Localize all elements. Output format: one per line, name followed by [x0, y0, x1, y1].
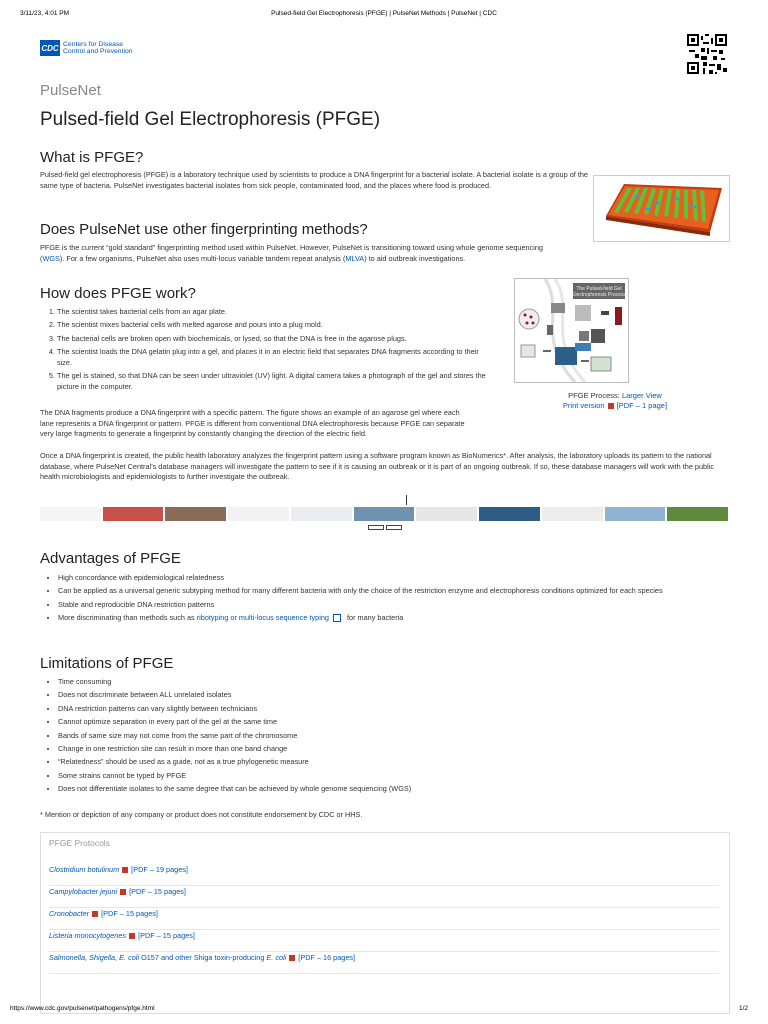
gel-image — [593, 175, 730, 242]
figure-pdf-link[interactable]: [PDF – 1 page] — [616, 401, 668, 410]
cdc-logo[interactable] — [40, 40, 133, 56]
protocol-row[interactable] — [49, 863, 719, 886]
protocol-name: Cronobacter — [49, 909, 90, 918]
carousel-strip — [40, 507, 728, 521]
advantage-text-end: for many bacteria — [344, 613, 404, 623]
other-text-part3: ) to aid outbreak investigations. — [364, 253, 466, 263]
pdf-icon — [129, 933, 135, 939]
carousel-slide[interactable] — [542, 507, 603, 521]
larger-view-link[interactable]: Larger View — [621, 391, 662, 400]
what-heading: What is PFGE? — [40, 149, 144, 166]
protocol-row[interactable] — [49, 929, 719, 952]
how-steps — [40, 307, 487, 395]
logo-line2: Control and Prevention — [63, 48, 133, 55]
pdf-icon — [608, 403, 614, 409]
caption-label: PFGE Process: — [568, 391, 622, 400]
carousel-slide[interactable] — [354, 507, 415, 521]
carousel-slide[interactable] — [291, 507, 352, 521]
other-text-part2: ). For a few organisms, PulseNet also uses multi-locus variable tandem repeat analysis ( — [59, 253, 346, 263]
protocol-name: Clostridium botulinum — [49, 865, 120, 874]
carousel-slide[interactable] — [103, 507, 164, 521]
protocol-row-empty — [49, 973, 719, 995]
figure-caption — [540, 391, 690, 411]
protocols-box — [40, 832, 730, 1014]
carousel-divider — [406, 495, 407, 505]
limitation-item: • Time consuming — [58, 677, 738, 688]
limitation-item: • “Relatedness” should be used as a guide, not as a true phylogenetic measure — [58, 757, 738, 768]
pdf-icon — [120, 889, 126, 895]
cdc-logo-text — [63, 41, 133, 55]
protocol-pdf-link[interactable]: [PDF – 15 pages] — [138, 931, 195, 940]
advantage-item: • Can be applied as a universal generic subtyping method for many different bacteria with only the choice of the restriction enzyme and electrophoresis conditions optimized for each species — [58, 586, 738, 597]
limitation-item: • Does not discriminate between ALL unrelated isolates — [58, 690, 738, 701]
wgs-link[interactable]: WGS — [42, 253, 60, 263]
limitations-heading: Limitations of PFGE — [40, 655, 174, 672]
carousel-slide[interactable] — [228, 507, 289, 521]
figure-title-line1: The Pulsed-field Gel — [576, 286, 622, 292]
pdf-icon — [289, 955, 295, 961]
carousel-slide[interactable] — [605, 507, 666, 521]
advantages-list — [40, 573, 738, 627]
carousel-prev-button[interactable] — [368, 525, 384, 530]
carousel-slide[interactable] — [40, 507, 101, 521]
limitation-item: • Does not differentiate isolates to the same degree that can be achieved by whole genome sequencing (WGS) — [58, 784, 738, 795]
pfge-process-figure[interactable] — [514, 278, 629, 383]
how-heading: How does PFGE work? — [40, 285, 196, 302]
pdf-icon — [92, 911, 98, 917]
limitation-item: • DNA restriction patterns can vary slightly between technicians — [58, 704, 738, 715]
how-paragraph-1: The DNA fragments produce a DNA fingerprint with a specific pattern. The figure shows an example of an agarose gel where each lane represents a DNA fingerprint or pattern. PFGE is different from conventional DNA electrophoresis because PFGE can separate very large fragments to generate a fingerprint by constantly changing the direction of the electric field. — [40, 408, 465, 439]
step-item: 4. The scientist loads the DNA gelatin plug into a gel, and places it in an electric field that separates DNA fragments according to their size. — [57, 347, 487, 368]
carousel-slide[interactable] — [416, 507, 477, 521]
limitation-item: • Change in one restriction site can result in more than one band change — [58, 744, 738, 755]
print-date: 3/11/23, 4:01 PM — [20, 10, 70, 17]
how-paragraph-2: Once a DNA fingerprint is created, the public health laboratory analyzes the fingerprint pattern using a software program known as BioNumerics*. After analysis, the laboratory uploads its pattern to the national database, where PulseNet Central’s database managers will investigate the pattern to see if it is causing an outbreak or it is part of an ongoing outbreak. If so, these database managers will work with the public health microbiologists and epidemiologists to further investigate the outbreak. — [40, 451, 714, 482]
figure-title-line2: Electrophoresis Process — [572, 292, 626, 298]
logo-line1: Centers for Disease — [63, 41, 124, 48]
protocol-pdf-link[interactable]: [PDF – 19 pages] — [131, 865, 188, 874]
what-text: Pulsed-field gel electrophoresis (PFGE) is a laboratory technique used by scientists to produce a DNA fingerprint for a bacterial isolate. A bacterial isolate is a group of the same type of bacteria. PulseNet investigates bacterial isolates from sick people, contaminated food, and the places where food is produced. — [40, 170, 588, 190]
protocol-pdf-link[interactable]: [PDF – 16 pages] — [298, 953, 356, 962]
pdf-icon — [122, 867, 128, 873]
protocols-heading: PFGE Protocols — [49, 838, 110, 848]
protocol-name-rest: O157 and other Shiga toxin-producing — [139, 953, 267, 962]
external-link-icon — [333, 614, 341, 622]
print-title: Pulsed-field Gel Electrophoresis (PFGE) | PulseNet Methods | PulseNet | CDC — [271, 10, 497, 17]
carousel-next-button[interactable] — [386, 525, 402, 530]
step-item: 1. The scientist takes bacterial cells from an agar plate. — [57, 307, 487, 318]
limitation-item: • Bands of same size may not come from the same part of the chromosome — [58, 731, 738, 742]
advantage-text: More discriminating than methods such as — [58, 613, 197, 623]
mlva-link[interactable]: MLVA — [345, 253, 365, 263]
protocol-name-2: E. coli — [266, 953, 287, 962]
limitation-item: • Some strains cannot be typed by PFGE — [58, 771, 738, 782]
ribotyping-link[interactable]: ribotyping or multi-locus sequence typing — [196, 613, 329, 623]
protocol-pdf-link[interactable]: [PDF – 15 pages] — [129, 887, 186, 896]
site-title[interactable]: PulseNet — [40, 82, 101, 99]
qr-code-icon — [687, 34, 727, 74]
print-url: https://www.cdc.gov/pulsenet/pathogens/pfge.html — [10, 1005, 155, 1012]
protocol-name: Listeria monocytogenes — [49, 931, 127, 940]
advantage-item: • High concordance with epidemiological relatedness — [58, 573, 738, 584]
page-title: Pulsed-field Gel Electrophoresis (PFGE) — [40, 109, 381, 130]
other-heading: Does PulseNet use other fingerprinting methods? — [40, 221, 368, 238]
limitations-list — [40, 677, 738, 798]
carousel-slide[interactable] — [479, 507, 540, 521]
other-text — [40, 243, 560, 264]
protocol-name: Campylobacter jejuni — [49, 887, 118, 896]
other-text-part1: PFGE is the current “gold standard” fingerprinting method used within PulseNet. However, PulseNet is transitioning toward using whole genome sequencing ( — [40, 243, 543, 263]
step-item: 5. The gel is stained, so that DNA can be seen under ultraviolet (UV) light. A digital camera takes a photograph of the gel and stores the picture in the computer. — [57, 371, 487, 392]
print-version-link[interactable]: Print version — [562, 401, 605, 410]
print-footer — [10, 1005, 748, 1012]
print-page-number: 1/2 — [738, 1005, 748, 1012]
protocol-row[interactable] — [49, 885, 719, 908]
image-carousel[interactable] — [40, 505, 728, 533]
disclaimer: * Mention or depiction of any company or product does not constitute endorsement by CDC or HHS. — [40, 810, 363, 819]
step-item: 3. The bacterial cells are broken open with biochemicals, or lysed, so that the DNA is free in the agarose plugs. — [57, 334, 487, 345]
carousel-slide[interactable] — [667, 507, 728, 521]
advantages-heading: Advantages of PFGE — [40, 550, 181, 567]
advantage-item — [58, 613, 738, 624]
protocol-row[interactable] — [49, 907, 719, 930]
protocol-row[interactable] — [49, 951, 719, 974]
carousel-slide[interactable] — [165, 507, 226, 521]
protocol-pdf-link[interactable]: [PDF – 15 pages] — [101, 909, 158, 918]
print-header — [20, 10, 748, 22]
advantage-item: • Stable and reproducible DNA restriction patterns — [58, 600, 738, 611]
cdc-logo-mark: CDC — [40, 40, 60, 56]
limitation-item: • Cannot optimize separation in every part of the gel at the same time — [58, 717, 738, 728]
protocol-name: Salmonella, Shigella, E. coli — [49, 953, 140, 962]
step-item: 2. The scientist mixes bacterial cells with melted agarose and pours into a plug mold. — [57, 320, 487, 331]
